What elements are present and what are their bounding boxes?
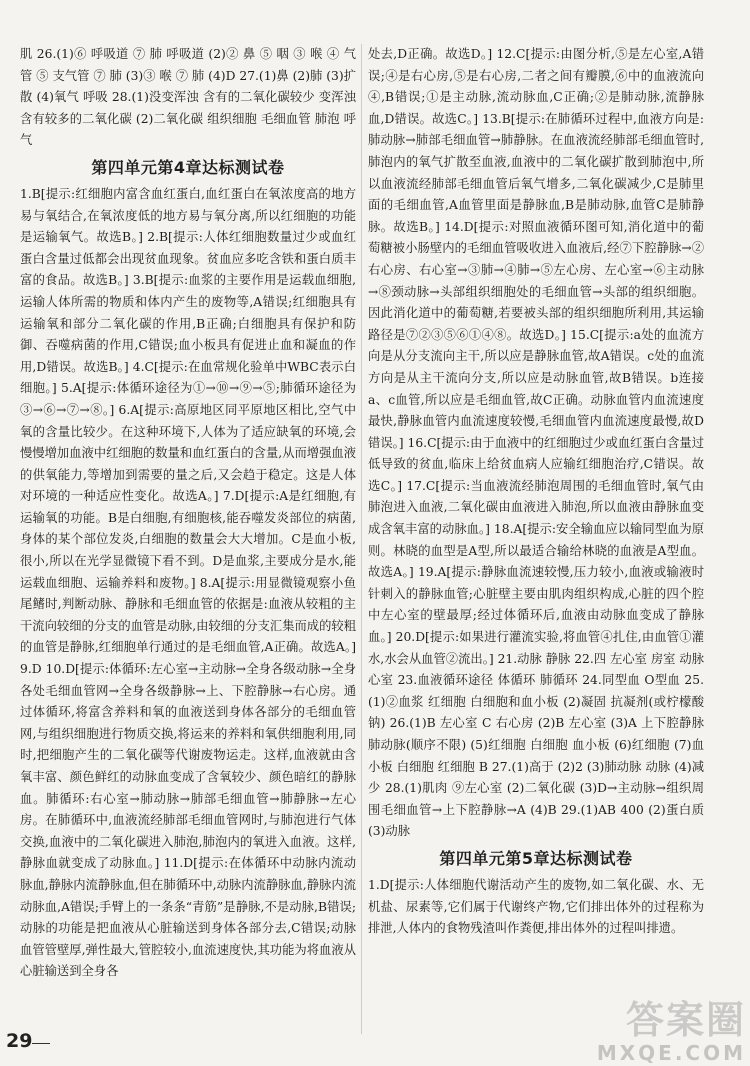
watermark-sub-text: MXQE.COM	[596, 1041, 746, 1065]
right-column	[368, 44, 704, 940]
page-number: 29	[6, 1030, 33, 1052]
carryover-answers: 肌 26.(1)⑥ 呼吸道 ⑦ 肺 呼吸道 (2)② 鼻 ⑤ 咽 ③ 喉 ④ 气管 ⑤ 支气管 ⑦ 肺 (3)③ 喉 ⑦ 肺 (4)D 27.(1)鼻 (2)肺 (3)扩散 (4)氧气 呼吸 28.(1)没变浑浊 含有的二氧化碳较少 变浑浊 含有较多的二氧化碳 (2)二氧化碳 组织细胞 毛细血管 肺泡 呼气	[20, 47, 356, 148]
page-number-rule	[32, 1043, 50, 1044]
watermark-main-text: 答案圈	[625, 998, 746, 1042]
section-title-chapter-4: 第四单元第4章达标测试卷	[91, 157, 285, 177]
chapter-4-answers-continued: 处去,D正确。故选D。] 12.C[提示:由图分析,⑤是左心室,A错误;④是右心房,⑤是右心房,二者之间有瓣膜,⑥中的血液流向④,B错误;①是主动脉,流动脉血,C正确;②是肺动脉,流静脉血,D错误。故选C。] 13.B[提示:在肺循环过程中,血液方向是:肺动脉→肺部毛细血管→肺静脉。在血液流经肺部毛细血管时,肺泡内的氧气扩散至血液,血液中的二氧化碳扩散到肺泡中,所以血液流经肺部毛细血管后氧气增多,二氧化碳减少,C是肺里面的毛细血管,A血管里面是静脉血,B是肺动脉,血管C是肺静脉。故选B。] 14.D[提示:对照血液循环图可知,消化道中的葡萄糖被小肠壁内的毛细血管吸收进入血液后,经⑦下腔静脉→②右心房、右心室→③肺→④肺→⑤左心房、左心室→⑥主动脉→⑧颈动脉→头部组织细胞处的毛细血管→头部的组织细胞。因此消化道中的葡萄糖,若要被头部的组织细胞所利用,其运输路径是⑦②③⑤⑥①④⑧。故选D。] 15.C[提示:a处的血流方向是从分支流向主干,所以应是静脉血管,故A错误。c处的血流方向是从主干流向分支,所以应是动脉血管,故B错误。b连接a、c血管,所以应是毛细血管,故C正确。动脉血管内血流速度最快,静脉血管内血流速度较慢,毛细血管内血流速度最慢,故D错误。] 16.C[提示:由于血液中的红细胞过少或血红蛋白含量过低导致的贫血,临床上给贫血病人应输红细胞治疗,C错误。故选C。] 17.C[提示:当血液流经肺泡周围的毛细血管时,氧气由肺泡进入血液,二氧化碳由血液进入肺泡,所以血液由静脉血变成含氧丰富的动脉血。] 18.A[提示:安全输血应以输同型血为原则。林晓的血型是A型,所以最适合输给林晓的血液是A型血。故选A。] 19.A[提示:静脉血流速较慢,压力较小,血液或输液时针刺入的静脉血管;心脏壁主要由肌肉组织构成,心脏的四个腔中左心室的壁最厚;经过体循环后,血液由动脉血变成了静脉血。] 20.D[提示:如果进行灌流实验,将血管④扎住,由血管①灌水,水会从血管②流出。] 21.动脉 静脉 22.四 左心室 房室 动脉 心室 23.血液循环途径 体循环 肺循环 24.同型血 O型血 25.(1)②血浆 红细胞 白细胞和血小板 (2)凝固 抗凝剂(或柠檬酸钠) 26.(1)B 左心室 C 右心房 (2)B 左心室 (3)A 上下腔静脉 肺动脉(顺序不限) (5)红细胞 白细胞 血小板 (6)红细胞 (7)血小板 白细胞 红细胞 B 27.(1)高于 (2)2 (3)肺动脉 动脉 (4)减少 28.(1)肌肉 ⑨左心室 (2)二氧化碳 (3)D→主动脉→组织周围毛细血管→上下腔静脉→A (4)B 29.(1)AB 400 (2)蛋白质 (3)动脉	[368, 47, 704, 839]
section-title-chapter-5: 第四单元第5章达标测试卷	[439, 848, 633, 868]
watermark-logo	[546, 998, 746, 1064]
left-column	[20, 44, 356, 983]
chapter-5-answers: 1.D[提示:人体细胞代谢活动产生的废物,如二氧化碳、水、无机盐、尿素等,它们属于代谢终产物,它们排出体外的过程称为排泄,人体内的食物残渣叫作粪便,排出体外的过程叫排遗。	[368, 877, 704, 936]
chapter-4-answers: 1.B[提示:红细胞内富含血红蛋白,血红蛋白在氧浓度高的地方易与氧结合,在氧浓度低的地方易与氧分离,所以红细胞的功能是运输氧气。故选B。] 2.B[提示:人体红细胞数量过少或血红蛋白含量过低都会出现贫血现象。贫血应多吃含铁和蛋白质丰富的食品。故选B。] 3.B[提示:血浆的主要作用是运载血细胞,运输人体所需的物质和体内产生的废物等,A错误;红细胞具有运输氧和部分二氧化碳的作用,B正确;白细胞具有保护和防御、吞噬病菌的作用,C错误;血小板具有促进止血和凝血的作用,D错误。故选B。] 4.C[提示:在血常规化验单中WBC表示白细胞。] 5.A[提示:体循环途径为①→⑩→⑨→⑤;肺循环途径为③→⑥→⑦→⑧。] 6.A[提示:高原地区同平原地区相比,空气中氧的含量比较少。在这种环境下,人体为了适应缺氧的环境,会慢慢增加血液中红细胞的数量和血红蛋白的含量,从而增强血液的供氧能力,等增加到需要的量之后,又会趋于稳定。这是人体对环境的一种适应性变化。故选A。] 7.D[提示:A是红细胞,有运输氧的功能。B是白细胞,有细胞核,能吞噬发炎部位的病菌,身体的某个部位发炎,白细胞的数量会大大增加。C是血小板,很小,所以在光学显微镜下看不到。D是血浆,主要成分是水,能运载血细胞、运输养料和废物。] 8.A[提示:用显微镜观察小鱼尾鳍时,判断动脉、静脉和毛细血管的依据是:血液从较粗的主干流向较细的分支的血管是动脉,由较细的分支汇集而成的较粗的血管是静脉,红细胞单行通过的是毛细血管,A正确。故选A。] 9.D 10.D[提示:体循环:左心室→主动脉→全身各级动脉→全身各处毛细血管网→全身各级静脉→上、下腔静脉→右心房。通过体循环,将富含养料和氧的血液送到身体各部分的毛细血管网,与组织细胞进行物质交换,将运来的养料和氧供细胞利用,同时,把细胞产生的二氧化碳等代谢废物运走。这样,血液就由含氧丰富、颜色鲜红的动脉血变成了含氧较少、颜色暗红的静脉血。肺循环:右心室→肺动脉→肺部毛细血管→肺静脉→左心房。在肺循环中,血液流经肺部毛细血管网时,与肺泡进行气体交换,血液中的二氧化碳进入肺泡,肺泡内的氧进入血液。这样,静脉血就变成了动脉血。] 11.D[提示:在体循环中动脉内流动脉血,静脉内流静脉血,但在肺循环中,动脉内流静脉血,静脉内流动脉血,A错误;手臂上的一条条“青筋”是静脉,不是动脉,B错误;动脉的功能是把血液从心脏输送到身体各部分去,C错误;动脉血管管壁厚,弹性最大,管腔较小,血流速度快,其功能为将血液从心脏输送到全身各	[20, 186, 356, 979]
column-divider	[361, 44, 362, 1034]
